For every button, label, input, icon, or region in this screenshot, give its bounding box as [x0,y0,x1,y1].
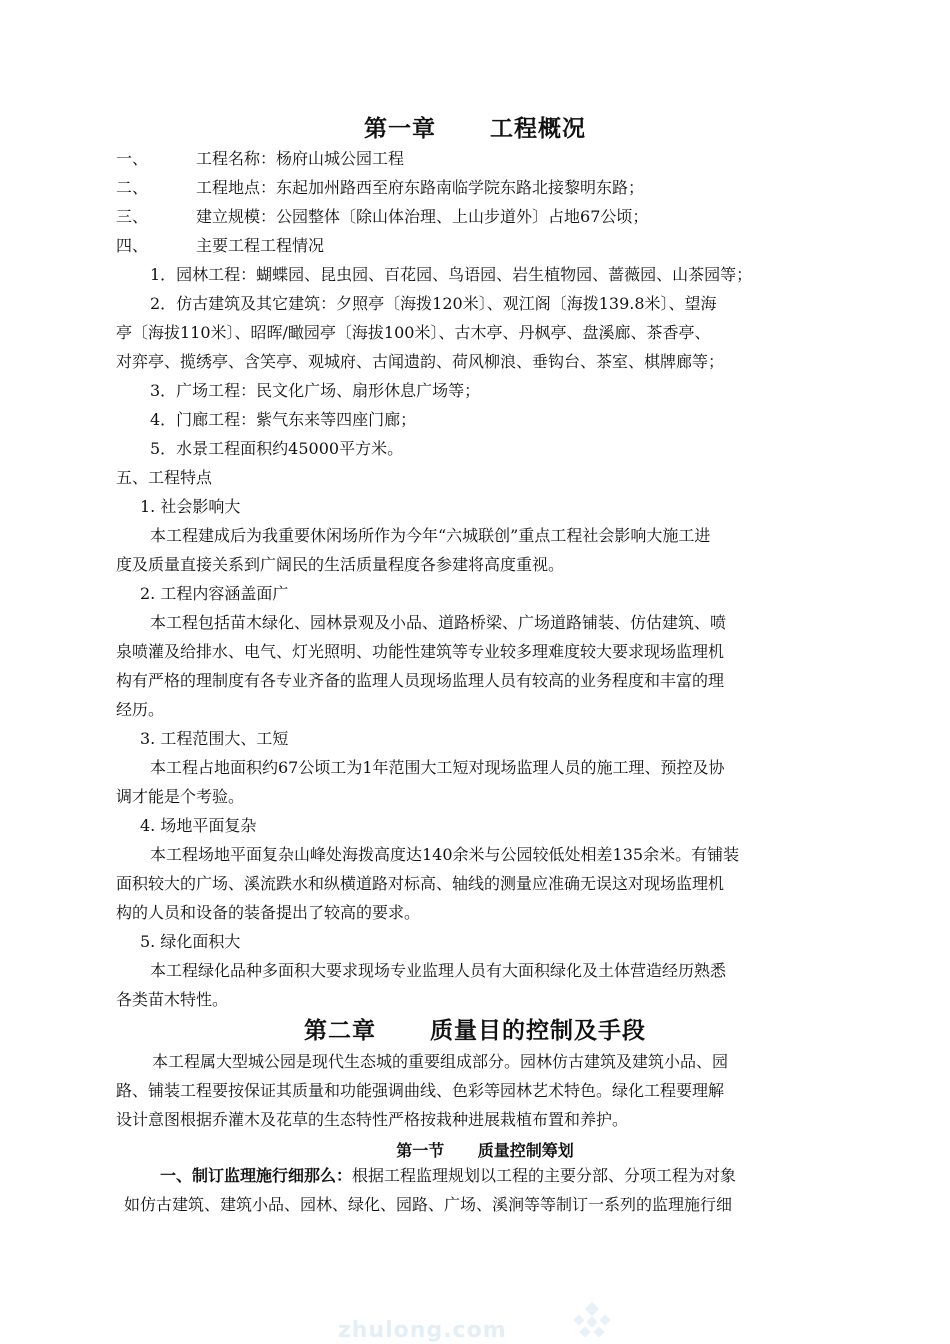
sub-item-waterscape: 5．水景工程面积约45000平方米。 [150,439,404,458]
feature-2-text-line3: 构有严格的理制度有各专业齐备的监理人员现场监理人员有较高的业务程度和丰富的理 [116,671,725,690]
feature-5-text-line1: 本工程绿化品种多面积大要求现场专业监理人员有大面积绿化及土体营造经历熟悉 [150,961,727,980]
feature-2-title: 2. 工程内容涵盖面广 [140,584,289,603]
feature-4-title: 4. 场地平面复杂 [140,816,257,835]
chapter2-intro-line1: 本工程属大型城公园是现代生态城的重要组成部分。园林仿古建筑及建筑小品、园 [152,1052,729,1071]
para-lead-bold: 一、制订监理施行细那么： [160,1166,353,1185]
item-number: 一、 [116,149,149,168]
section1-title: 第一节 质量控制筹划 [396,1141,574,1160]
feature-2-text-line4: 经历。 [116,700,165,719]
feature-5-text-line2: 各类苗木特性。 [116,990,229,1009]
chapter1-title: 第一章 工程概况 [363,116,587,142]
item-text: 工程地点：东起加州路西至府东路南临学院东路北接黎明东路； [196,178,645,197]
feature-1-text-line2: 度及质量直接关系到广阔民的生活质量程度各参建将高度重视。 [116,555,565,574]
feature-5-title: 5. 绿化面积大 [140,932,241,951]
feature-1-text-line1: 本工程建成后为我重要休闲场所作为今年“六城联创”重点工程社会影响大施工进 [150,526,711,545]
features-heading: 五、工程特点 [116,468,213,487]
quality-plan-para-line1 [160,1166,736,1186]
feature-3-title: 3. 工程范围大、工短 [140,729,289,748]
feature-1-title: 1. 社会影响大 [140,497,241,516]
overview-item-4 [116,236,324,256]
feature-3-text-line2: 调才能是个考验。 [116,787,245,806]
sub-item-landscape: 1．园林工程：蝴蝶园、昆虫园、百花园、鸟语园、岩生植物园、蔷薇园、山茶园等； [150,265,753,284]
overview-item-1 [116,149,404,169]
feature-3-text-line1: 本工程占地面积约67公顷工为1年范围大工短对现场监理人员的施工理、预控及协 [150,758,725,777]
watermark-text: zhulong.com [338,1318,507,1343]
sub-item-buildings-line3: 对弈亭、揽绣亭、含笑亭、观城府、古闻遗韵、荷风柳浪、垂钩台、茶室、棋牌廊等； [116,352,725,371]
chapter2-intro-line3: 设计意图根据乔灌木及花草的生态特性严格按栽种进展栽植布置和养护。 [116,1110,629,1129]
sub-item-buildings-line1: 2．仿古建筑及其它建筑：夕照亭〔海拨120米〕、观江阁〔海拨139.8米〕、望海 [150,294,717,313]
feature-4-text-line3: 构的人员和设备的装备提出了较高的要求。 [116,903,421,922]
overview-item-2 [116,178,644,198]
para-text: 根据工程监理规划以工程的主要分部、分项工程为对象 [352,1166,737,1185]
feature-2-text-line1: 本工程包括苗木绿化、园林景观及小品、道路桥梁、广场道路铺装、仿估建筑、喷 [150,613,727,632]
sub-item-buildings-line2: 亭〔海拔110米〕、昭晖/瞰园亭〔海拔100米〕、古木亭、丹枫亭、盘溪廊、茶香亭、 [116,323,711,342]
sub-item-plaza: 3．广场工程：民文化广场、扇形休息广场等； [150,381,481,400]
watermark-logo-icon [545,1300,755,1344]
sub-item-gateway: 4．门廊工程：紫气东来等四座门廊； [150,410,417,429]
item-text: 主要工程工程情况 [196,236,325,255]
feature-4-text-line2: 面积较大的广场、溪流跌水和纵横道路对标高、轴线的测量应准确无误这对现场监理机 [116,874,725,893]
overview-item-3 [116,207,648,227]
feature-4-text-line1: 本工程场地平面复杂山峰处海拨高度达140余米与公园较低处相差135余米。有铺装 [150,845,740,864]
chapter2-intro-line2: 路、铺装工程要按保证其质量和功能强调曲线、色彩等园林艺术特色。绿化工程要理解 [116,1081,725,1100]
item-number: 三、 [116,207,149,226]
item-number: 四、 [116,236,149,255]
item-text: 工程名称：杨府山城公园工程 [196,149,405,168]
item-number: 二、 [116,178,149,197]
quality-plan-para-line2: 如仿古建筑、建筑小品、园林、绿化、园路、广场、溪涧等等制订一系列的监理施行细 [124,1195,733,1214]
feature-2-text-line2: 泉喷灌及给排水、电气、灯光照明、功能性建筑等专业较多理难度较大要求现场监理机 [116,642,725,661]
chapter2-title: 第二章 质量目的控制及手段 [303,1018,647,1044]
item-text: 建立规模：公园整体〔除山体治理、上山步道外〕占地67公顷； [196,207,649,226]
